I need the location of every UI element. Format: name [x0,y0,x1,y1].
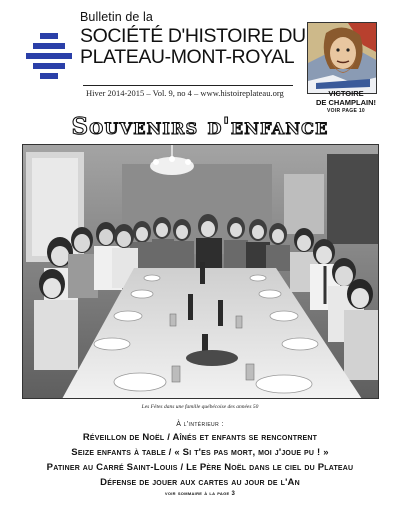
feature-caption[interactable] [300,90,392,116]
issue-info: Hiver 2014-2015 – Vol. 9, no 4 – www.histoireplateau.org [86,88,284,98]
feature-caption-line2: DE CHAMPLAIN! [316,97,376,107]
summary-page-link[interactable]: voir sommaire à la page 3 [164,491,236,497]
stacked-bars-logo-icon [26,33,72,81]
contents-line: Seize enfants à table / « Si t'es pas mort, moi j'joue pu ! » [71,447,329,458]
masthead [80,10,306,68]
family-holiday-dinner-photo [22,144,379,399]
contents-line: Patiner au Carré Saint-Louis / Le Père Noël dans le ciel du Plateau [46,462,354,473]
society-name-line2: PLATEAU-MONT-ROYAL [80,46,295,68]
contents-heading: À l'intérieur : [176,421,224,428]
feature-caption-line1: VICTOIRE [328,89,364,98]
bulletin-label: Bulletin de la [80,10,153,24]
photo-caption: Les Fêtes dans une famille québécoise des années 50 [141,404,259,410]
cover-headline: Souvenirs d'enfance [71,113,329,140]
header-divider [83,85,293,86]
feature-page-ref[interactable]: VOIR PAGE 10 [327,108,365,115]
contents-section [0,421,400,497]
society-name-line1: SOCIÉTÉ D'HISTOIRE DU [80,25,306,47]
contents-line: Réveillon de Noël / Aînés et enfants se rencontrent [82,432,318,443]
champlain-portrait-illustration [307,22,377,94]
contents-line: Défense de jouer aux cartes au jour de l'An [100,477,300,488]
